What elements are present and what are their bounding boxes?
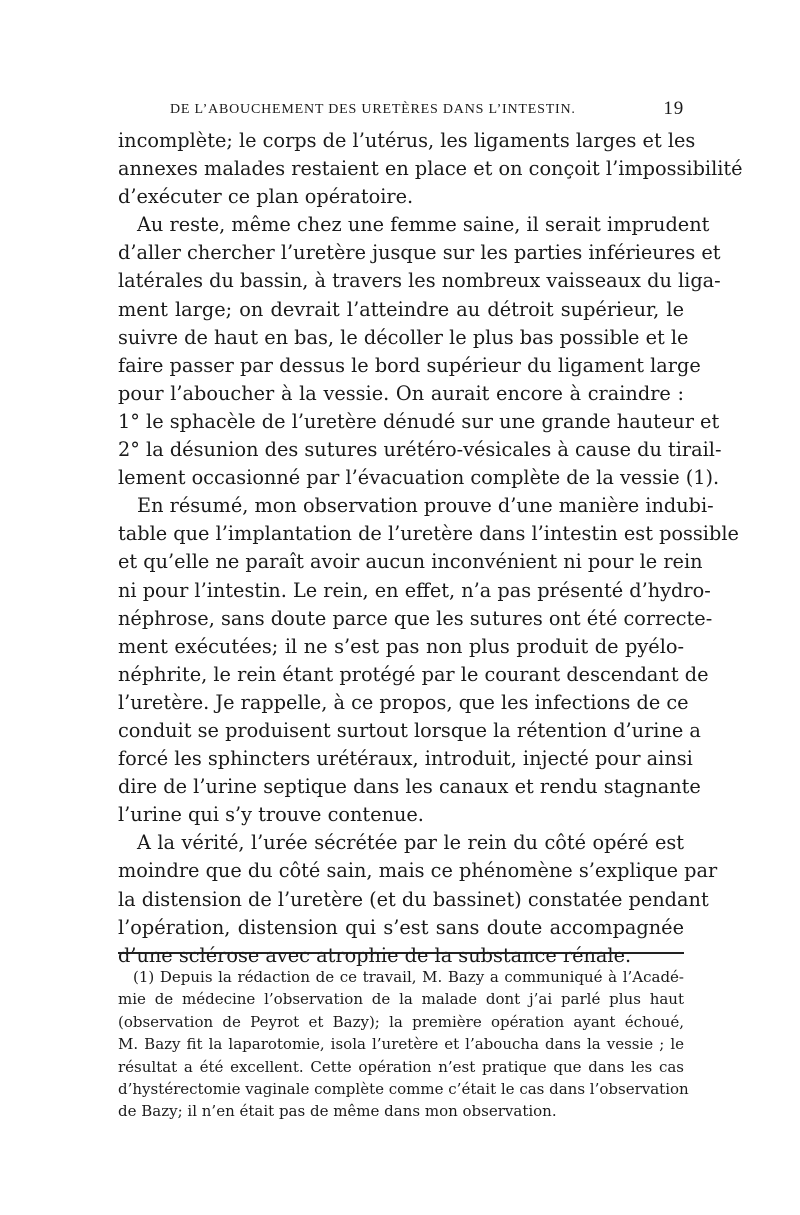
text-line: ment exécutées; il ne s’est pas non plus produit de pyélo- [118, 634, 684, 658]
text-line: Au reste, même chez une femme saine, il serait imprudent [137, 213, 710, 237]
body-text [118, 127, 743, 970]
footnote-line: mie de médecine l’observation de la malade dont j’ai parlé plus haut [118, 990, 684, 1009]
footnote-line: (observation de Peyrot et Bazy); la première opération ayant échoué, [118, 1012, 684, 1031]
footnote-separator [118, 952, 684, 954]
text-line: néphrite, le rein étant protégé par le courant descendant de [118, 662, 709, 686]
text-line: table que l’implantation de l’uretère dans l’intestin est possible [118, 522, 739, 546]
text-line: moindre que du côté sain, mais ce phénomène s’explique par [118, 859, 718, 883]
footnote-line: M. Bazy fit la laparotomie, isola l’uretère et l’aboucha dans la vessie ; le [118, 1035, 684, 1054]
text-line: d’exécuter ce plan opératoire. [118, 185, 414, 209]
text-line: latérales du bassin, à travers les nombreux vaisseaux du liga- [118, 269, 721, 293]
text-line: A la vérité, l’urée sécrétée par le rein du côté opéré est [137, 831, 684, 855]
page-number: 19 [663, 98, 684, 119]
text-line: d’une sclérose avec atrophie de la substance rénale. [118, 943, 632, 967]
text-line: En résumé, mon observation prouve d’une manière indubi- [137, 494, 714, 518]
text-line: forcé les sphincters urétéraux, introduit, injecté pour ainsi [118, 747, 693, 771]
page-header [118, 98, 686, 120]
text-line: annexes malades restaient en place et on conçoit l’impossibilité [118, 157, 743, 181]
text-line: l’uretère. Je rappelle, à ce propos, que les infections de ce [118, 690, 689, 714]
text-line: faire passer par dessus le bord supérieur du ligament large [118, 353, 701, 377]
text-line: incomplète; le corps de l’utérus, les ligaments larges et les [118, 129, 696, 152]
text-line: la distension de l’uretère (et du bassinet) constatée pendant [118, 887, 709, 911]
text-line: suivre de haut en bas, le décoller le plus bas possible et le [118, 325, 689, 349]
running-title: DE L’ABOUCHEMENT DES URETÈRES DANS L’INTESTIN. [170, 102, 576, 117]
text-line: ni pour l’intestin. Le rein, en effet, n’a pas présenté d’hydro- [118, 578, 711, 602]
footnote-line: résultat a été excellent. Cette opération n’est pratique que dans les cas [118, 1057, 684, 1076]
text-line: 1° le sphacèle de l’uretère dénudé sur une grande hauteur et [118, 409, 720, 433]
footnote-line: d’hystérectomie vaginale complète comme c’était le cas dans l’observation [118, 1079, 689, 1098]
text-line: néphrose, sans doute parce que les sutures ont été correcte- [118, 606, 713, 630]
text-line: 2° la désunion des sutures urétéro-vésicales à cause du tirail- [118, 438, 722, 462]
text-line: lement occasionné par l’évacuation complète de la vessie (1). [118, 466, 720, 490]
text-line: dire de l’urine septique dans les canaux et rendu stagnante [118, 775, 701, 799]
text-line: l’urine qui s’y trouve contenue. [118, 803, 424, 827]
text-line: et qu’elle ne paraît avoir aucun inconvénient ni pour le rein [118, 550, 703, 574]
footnote-line: de Bazy; il n’en était pas de même dans mon observation. [118, 1102, 557, 1121]
text-line: d’aller chercher l’uretère jusque sur les parties inférieures et [118, 241, 721, 265]
text-line: pour l’aboucher à la vessie. On aurait encore à craindre : [118, 381, 684, 405]
footnote [118, 966, 689, 1123]
text-line: l’opération, distension qui s’est sans doute accompagnée [118, 915, 684, 939]
footnote-line: (1) Depuis la rédaction de ce travail, M. Bazy a communiqué à l’Acadé- [133, 968, 684, 986]
text-line: ment large; on devrait l’atteindre au détroit supérieur, le [118, 297, 684, 321]
text-line: conduit se produisent surtout lorsque la rétention d’urine a [118, 718, 701, 742]
